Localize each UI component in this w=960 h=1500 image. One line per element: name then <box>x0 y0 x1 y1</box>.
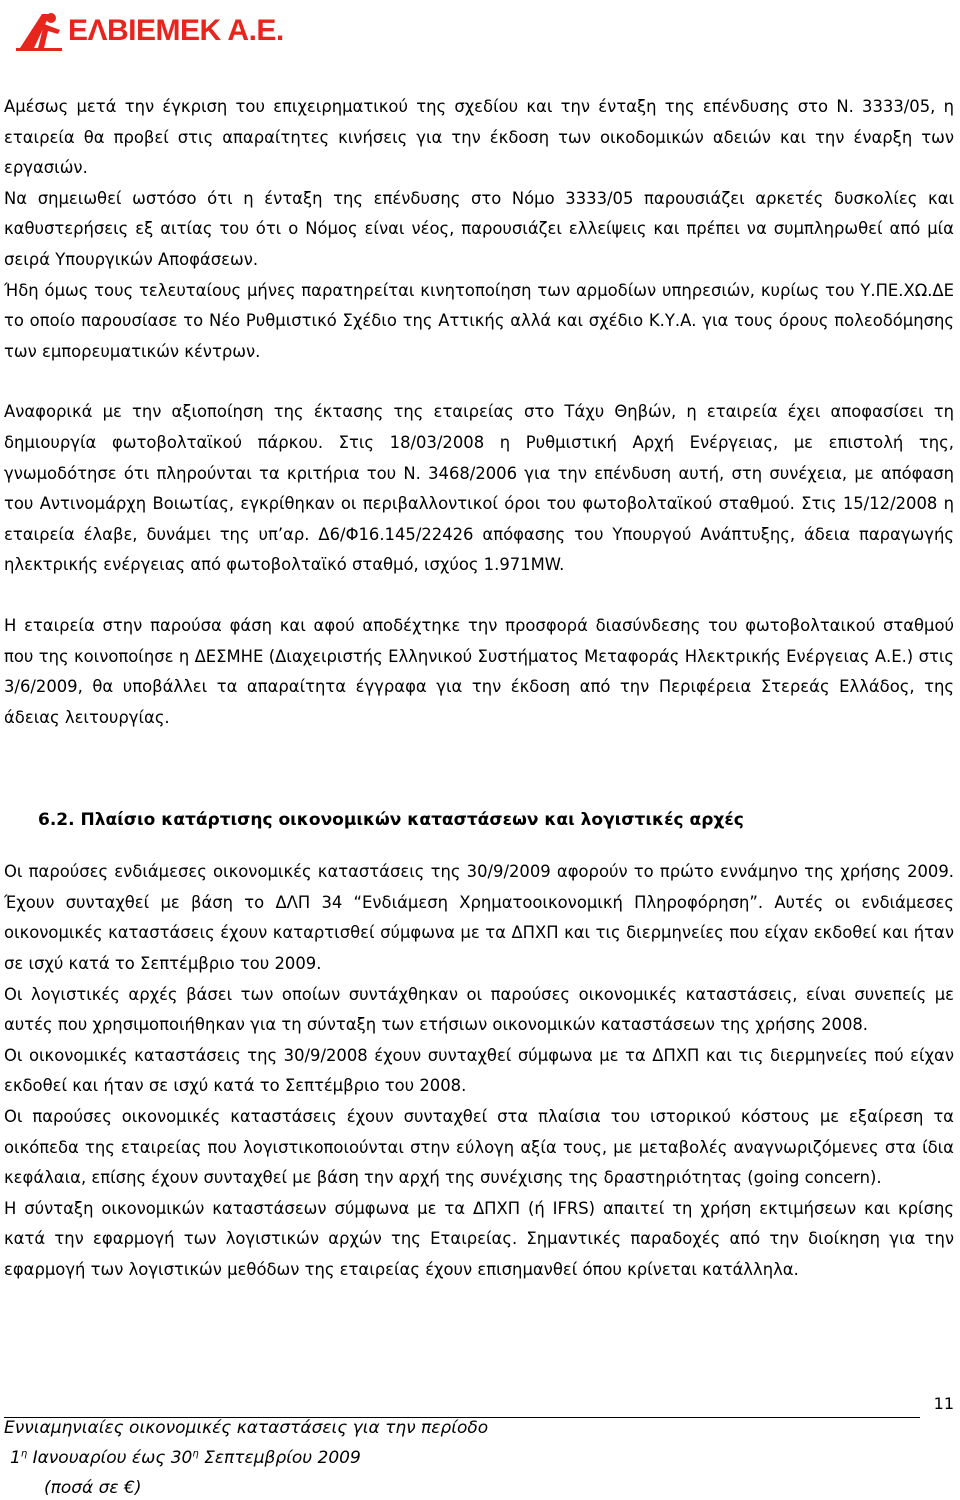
document-body <box>4 92 954 1286</box>
footer-ordinal-2: η <box>192 1448 199 1460</box>
paragraph-historical-cost: Οι παρούσες οικονομικές καταστάσεις έχουν συνταχθεί στα πλαίσια του ιστορικού κόστους με εξαίρεση τα οικόπεδα της εταιρείας που λογιστικοποιούνται στην εύλογη αξία τους, με μεταβολές αναγνωριζόμενες στα ίδια κεφάλαια, επίσης έχουν συνταχθεί με βάση την αρχή της συνέχισης της δραστηριότητας (going concern). <box>4 1107 954 1188</box>
paragraph-2008-statements: Οι οικονομικές καταστάσεις της 30/9/2008 έχουν συνταχθεί σύμφωνα με τα ΔΠΧΠ και τις διερμηνείες πού είχαν εκδοθεί και ήταν σε ισχύ κατά το Σεπτέμβριο του 2008. <box>4 1045 954 1096</box>
company-logo-text: ΕΛΒΙΕΜΕΚ Α.Ε. <box>68 14 284 47</box>
paragraph-approval: Αμέσως μετά την έγκριση του επιχειρηματικού της σχεδίου και την ένταξη της επένδυσης στο Ν. 3333/05, η εταιρεία θα προβεί στις απαραίτητες κινήσεις για την έκδοση των οικοδομικών αδειών και την έναρξη των εργασιών. <box>4 97 954 178</box>
footer-date-middle: Ιανουαρίου έως 30 <box>27 1448 193 1468</box>
paragraph-estimates: Η σύνταξη οικονομικών καταστάσεων σύμφωνα με τα ΔΠΧΠ (ή IFRS) απαιτεί τη χρήση εκτιμήσεων και κρίσης κατά την εφαρμογή των λογιστικών αρχών της Εταιρείας. Σημαντικές παραδοχές από την διοίκηση για την εφαρμογή των λογιστικών μεθόδων της εταιρείας έχουν επισημανθεί όπου κρίνεται κατάλληλα. <box>4 1198 954 1279</box>
footer-currency-note: (ποσά σε €) <box>44 1478 142 1498</box>
paragraph-difficulties: Να σημειωθεί ωστόσο ότι η ένταξη της επένδυσης στο Νόμο 3333/05 παρουσιάζει αρκετές δυσκολίες και καθυστερήσεις εξ αιτίας του ότι ο Νόμος είναι νέος, παρουσιάζει ελλείψεις και πρέπει να συμπληρωθεί από μία σειρά Υπουργικών Αποφάσεων. <box>4 188 954 269</box>
paragraph-mobilization: Ήδη όμως τους τελευταίους μήνες παρατηρείται κινητοποίηση των αρμοδίων υπηρεσιών, κυρίως του Υ.ΠΕ.ΧΩ.ΔΕ το οποίο παρουσίασε το Νέο Ρυθμιστικό Σχέδιο της Αττικής αλλά και σχέδιο Κ.Υ.Α. για τους όρους πολεοδόμησης των εμπορευματικών κέντρων. <box>4 280 954 361</box>
paragraph-desmie: Η εταιρεία στην παρούσα φάση και αφού αποδέχτηκε την προσφορά διασύνδεσης του φωτοβολταικού σταθμού που της κοινοποίησε η ΔΕΣΜΗΕ (Διαχειριστής Ελληνικού Συστήματος Μεταφοράς Ηλεκτρικής Ενέργειας Α.Ε.) στις 3/6/2009, θα υποβάλλει τα απαραίτητα έγγραφα για την έκδοση από την Περιφέρεια Στερεάς Ελλάδος, της άδειας λειτουργίας. <box>4 615 954 727</box>
paragraph-interim-statements: Οι παρούσες ενδιάμεσες οικονομικές καταστάσεις της 30/9/2009 αφορούν το πρώτο εννάμηνο της χρήσης 2009. Έχουν συνταχθεί με βάση το ΔΛΠ 34 “Ενδιάμεση Χρηματοοικονομική Πληροφόρηση”. Αυτές οι ενδιάμεσες οικονομικές καταστάσεις έχουν καταρτισθεί σύμφωνα με τα ΔΠΧΠ και τις διερμηνείες που είχαν εκδοθεί και ήταν σε ισχύ κατά το Σεπτέμβριο του 2009. <box>4 862 954 974</box>
footer-period-dates <box>10 1448 361 1468</box>
footer-ordinal-1: η <box>20 1448 28 1460</box>
document-footer <box>0 1388 960 1500</box>
logo-figure-icon <box>14 8 66 52</box>
paragraph-photovoltaic: Αναφορικά με την αξιοποίηση της έκτασης της εταιρείας στο Τάχυ Θηβών, η εταιρεία έχει αποφασίσει τη δημιουργία φωτοβολταϊκού πάρκου. Στις 18/03/2008 η Ρυθμιστική Αρχή Ενέργειας, με επιστολή της, γνωμοδότησε ότι πληρούνται τα κριτήρια του Ν. 3468/2006 για την επένδυση αυτή, στη συνέχεια, με απόφαση του Αντινομάρχη Βοιωτίας, εγκρίθηκαν οι περιβαλλοντικοί όροι του φωτοβολταϊκού σταθμού. Στις 15/12/2008 η εταιρεία έλαβε, δυνάμει της υπ’αρ. Δ6/Φ16.145/22426 απόφασης του Υπουργού Ανάπτυξης, άδεια παραγωγής ηλεκτρικής ενέργειας από φωτοβολταϊκό σταθμό, ισχύος 1.971MW. <box>4 402 954 575</box>
document-header <box>14 8 314 52</box>
footer-date-end: Σεπτεμβρίου 2009 <box>198 1448 361 1468</box>
footer-day-start: 1 <box>10 1448 21 1468</box>
page-number: 11 <box>933 1394 954 1413</box>
footer-period-title: Εννιαμηνιαίες οικονομικές καταστάσεις για την περίοδο <box>4 1418 489 1438</box>
paragraph-accounting-policies: Οι λογιστικές αρχές βάσει των οποίων συντάχθηκαν οι παρούσες οικονομικές καταστάσεις, είναι συνεπείς με αυτές που χρησιμοποιήθηκαν για τη σύνταξη των ετήσιων οικονομικών καταστάσεων της χρήσης 2008. <box>4 984 954 1035</box>
section-heading: 6.2. Πλαίσιο κατάρτισης οικονομικών καταστάσεων και λογιστικές αρχές <box>38 810 744 831</box>
